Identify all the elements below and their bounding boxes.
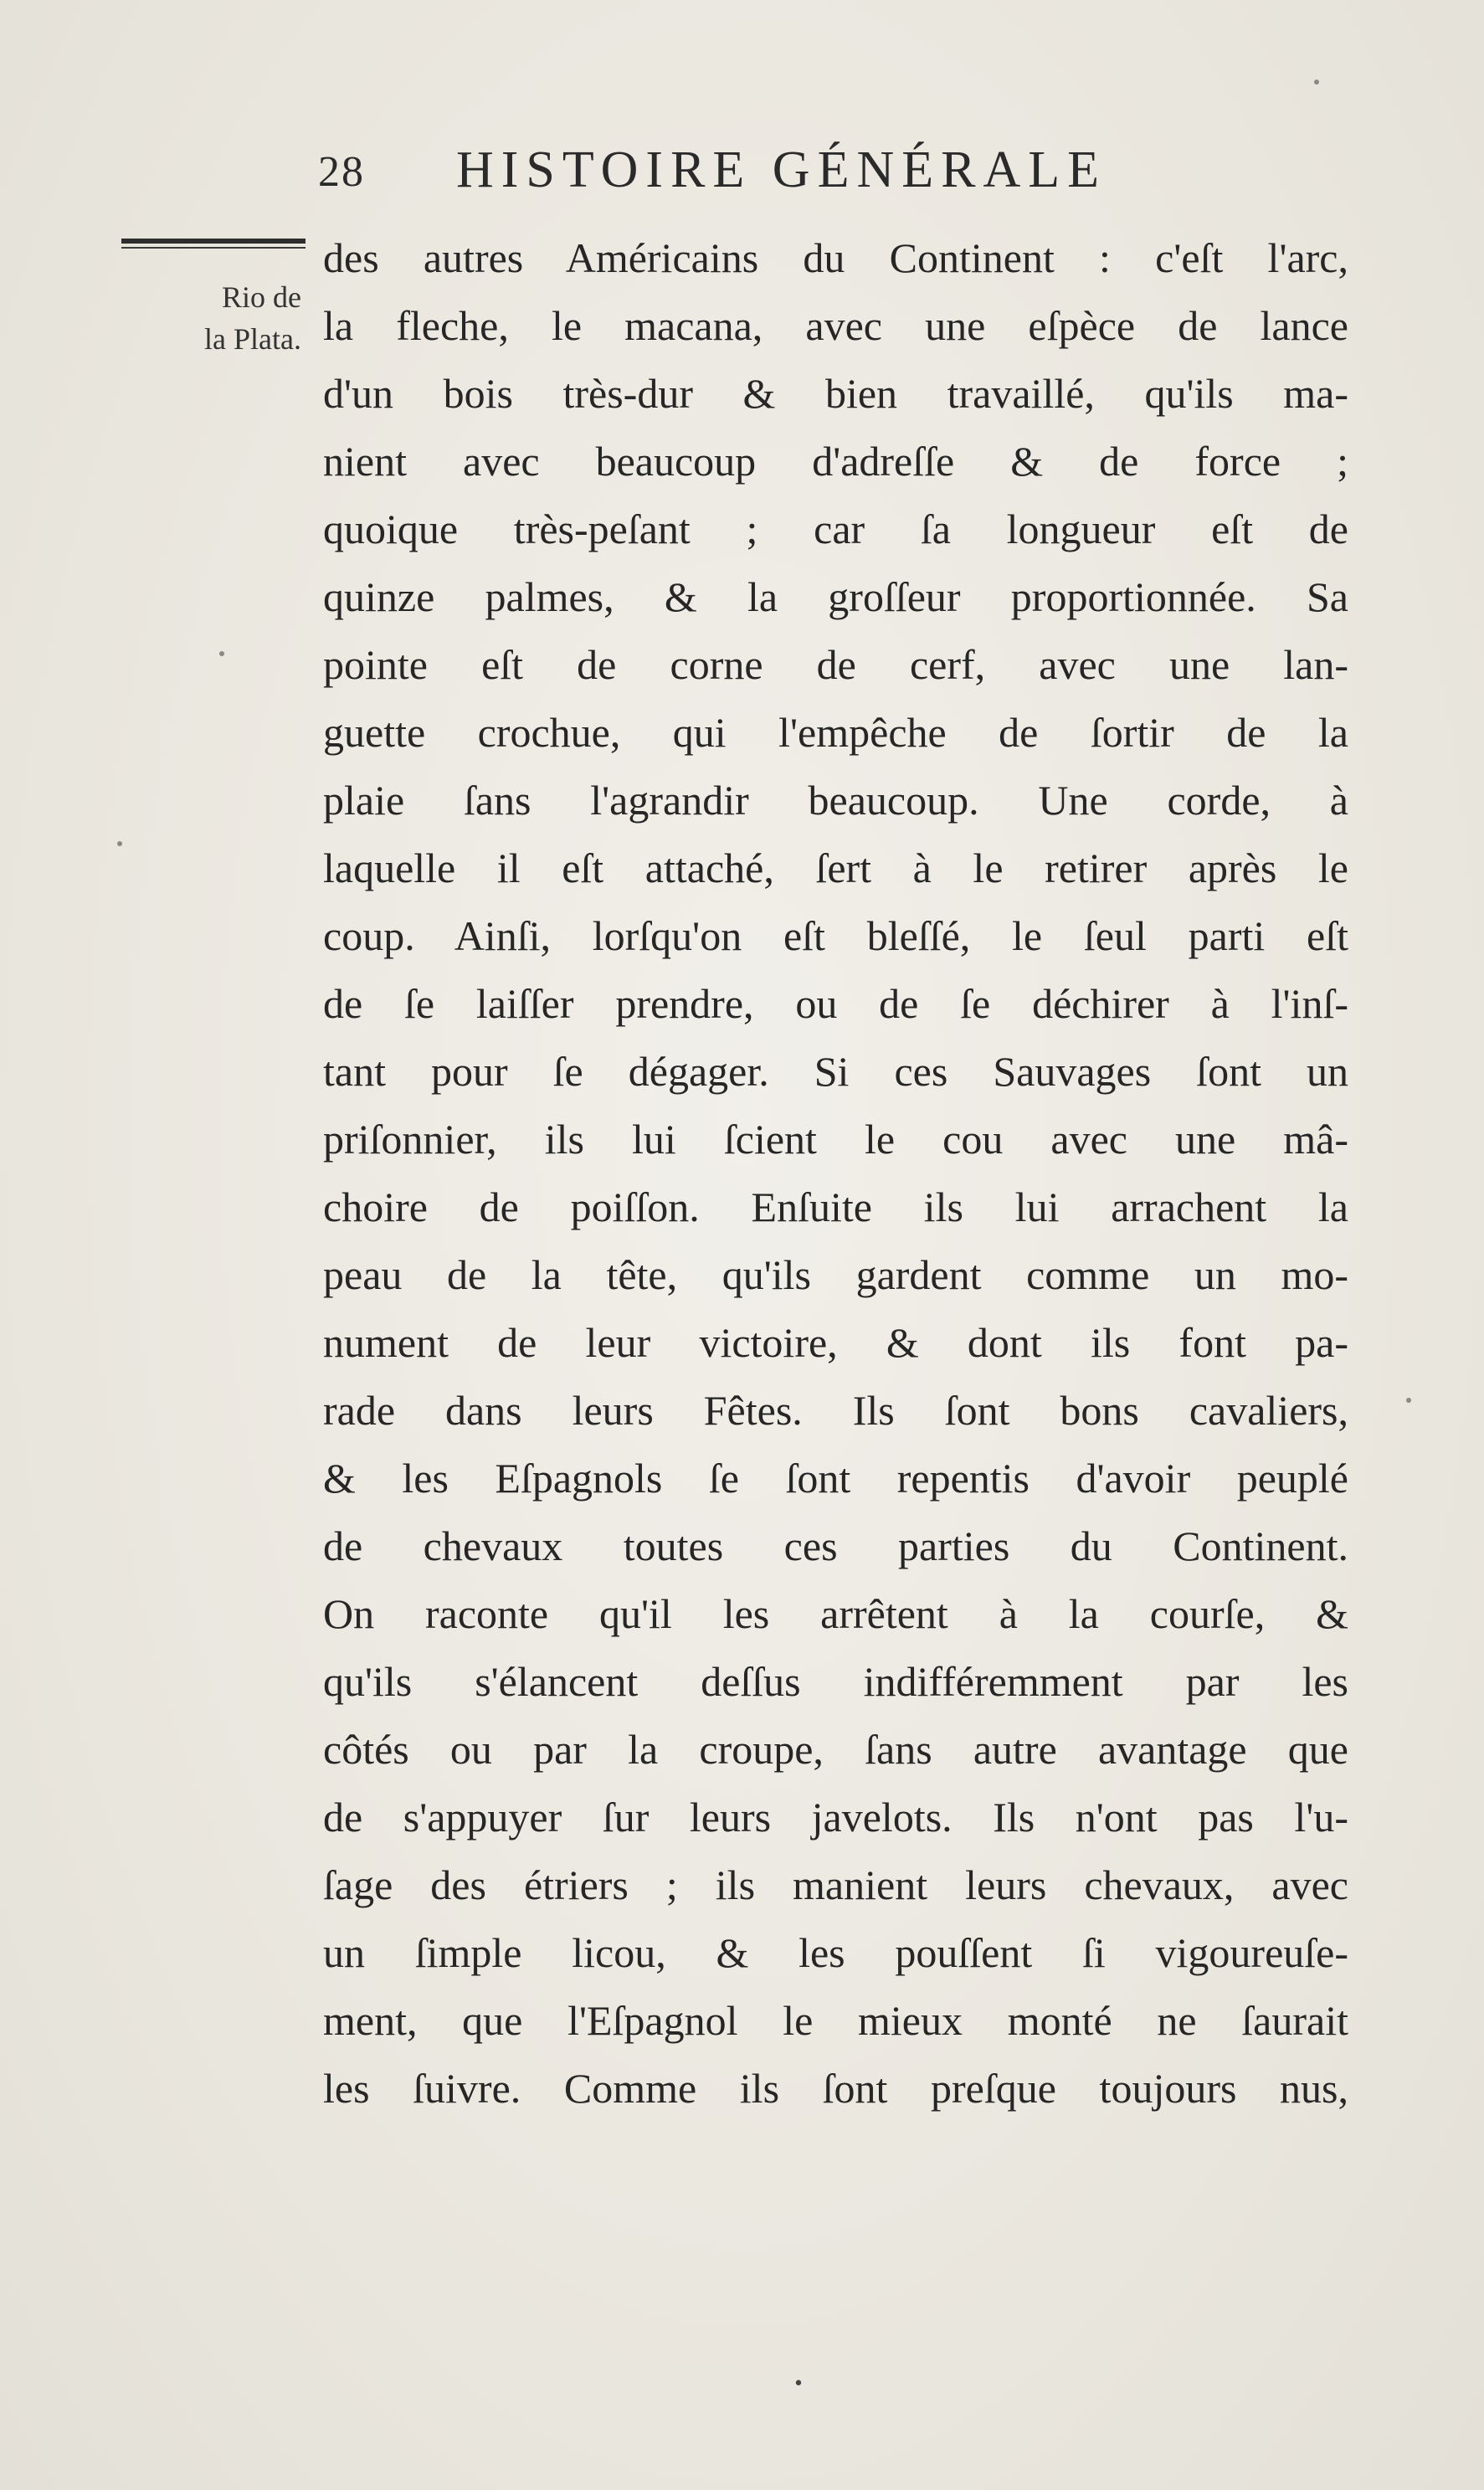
text-line: d'un bois très-dur & bien travaillé, qu'ils ma- [323,370,1348,417]
text-line: quoique très-peſant ; car ſa longueur eſt de [323,506,1348,552]
text-line: priſonnier, ils lui ſcient le cou avec une mâ- [323,1116,1348,1163]
margin-note-line: la Plata. [204,322,301,356]
rule-thick-line [121,239,306,244]
text-line: nient avec beaucoup d'adreſſe & de force ; [323,438,1348,485]
text-line: côtés ou par la croupe, ſans autre avantage que [323,1726,1348,1773]
text-line: & les Eſpagnols ſe ſont repentis d'avoir peuplé [323,1455,1348,1502]
paper-speck [1406,1398,1411,1403]
paper-speck [219,651,224,656]
text-line: quinze palmes, & la groſſeur proportionnée. Sa [323,573,1348,620]
text-line: ſage des étriers ; ils manient leurs chevaux, avec [323,1861,1348,1908]
running-title: HISTOIRE GÉNÉRALE [456,141,1107,198]
text-line: qu'ils s'élancent deſſus indifféremment par les [323,1658,1348,1705]
paper-speck [1314,80,1319,85]
text-line: la fleche, le macana, avec une eſpèce de lance [323,302,1348,349]
page-number: 28 [318,148,365,196]
text-line: les ſuivre. Comme ils ſont preſque toujours nus, [323,2065,1348,2112]
text-line: guette crochue, qui l'empêche de ſortir de la [323,709,1348,756]
text-line: On raconte qu'il les arrêtent à la courſe, & [323,1590,1348,1637]
text-line: des autres Américains du Continent : c'eſt l'arc, [323,234,1348,281]
text-line: rade dans leurs Fêtes. Ils ſont bons cavaliers, [323,1387,1348,1434]
margin-rule [121,239,306,250]
text-line: nument de leur victoire, & dont ils font pa- [323,1319,1348,1366]
margin-note-line: Rio de [222,280,301,314]
body-text [323,224,1348,2123]
text-line: coup. Ainſi, lorſqu'on eſt bleſſé, le ſeul parti eſt [323,912,1348,959]
text-line: tant pour ſe dégager. Si ces Sauvages ſont un [323,1048,1348,1095]
margin-note [126,276,301,360]
text-line: un ſimple licou, & les pouſſent ſi vigoureuſe- [323,1929,1348,1976]
text-line: laquelle il eſt attaché, ſert à le retirer après le [323,845,1348,891]
text-line: ment, que l'Eſpagnol le mieux monté ne ſaurait [323,1997,1348,2044]
page-header [318,141,1255,216]
rule-thin-line [121,247,306,249]
text-line: peau de la tête, qu'ils gardent comme un mo- [323,1251,1348,1298]
text-line: plaie ſans l'agrandir beaucoup. Une corde, à [323,777,1348,824]
text-line: de s'appuyer ſur leurs javelots. Ils n'ont pas l'u- [323,1794,1348,1841]
footer-ornament: • [793,2374,804,2395]
text-line: de chevaux toutes ces parties du Continent. [323,1522,1348,1569]
text-line: de ſe laiſſer prendre, ou de ſe déchirer à l'inſ- [323,980,1348,1027]
text-line: pointe eſt de corne de cerf, avec une lan- [323,641,1348,688]
paper-speck [117,841,122,846]
text-line: choire de poiſſon. Enſuite ils lui arrachent la [323,1183,1348,1230]
